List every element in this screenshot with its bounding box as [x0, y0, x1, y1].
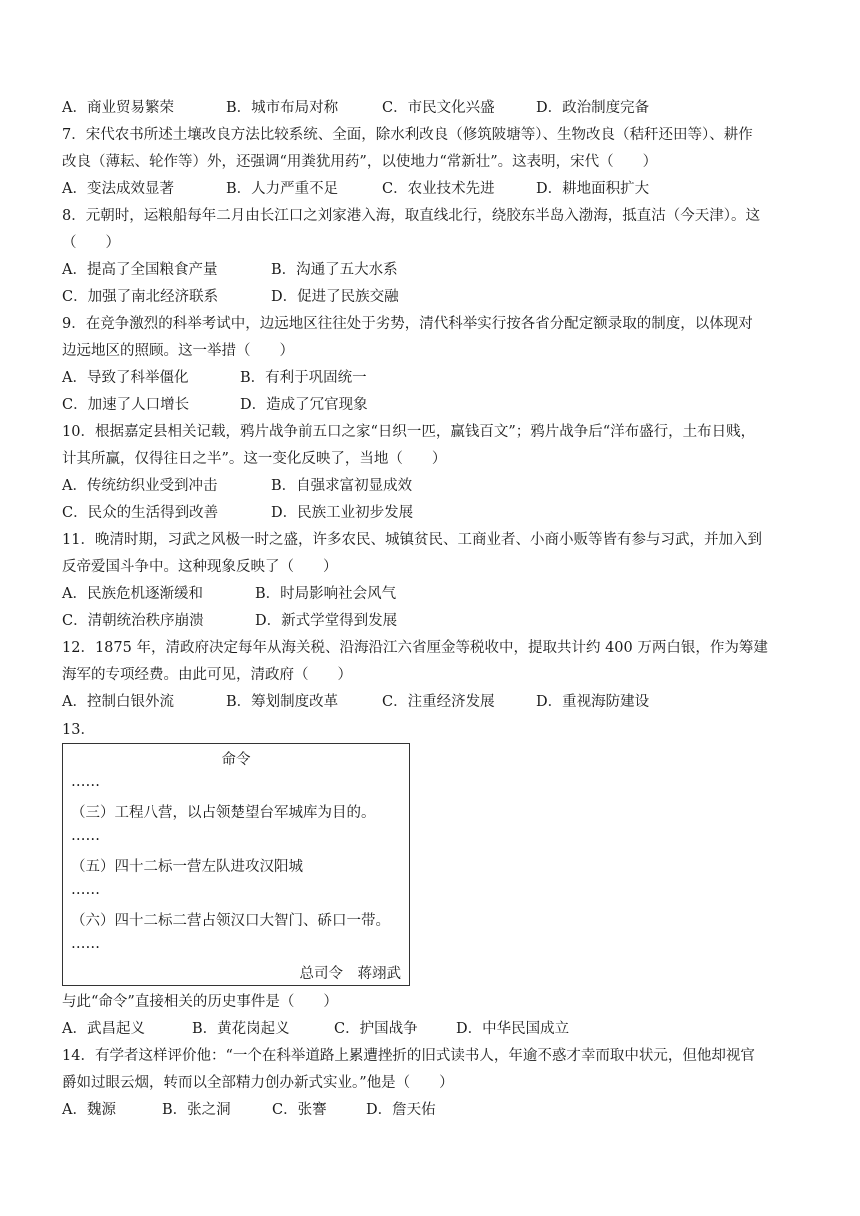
q10-option-d[interactable]: D．民族工业初步发展: [271, 505, 414, 521]
q8-option-b[interactable]: B．沟通了五大水系: [271, 262, 398, 278]
q13-option-b[interactable]: B．黄花岗起义: [192, 1021, 290, 1037]
q9-option-b[interactable]: B．有利于巩固统一: [240, 370, 367, 386]
q8-option-d[interactable]: D．促进了民族交融: [271, 289, 399, 305]
q14-option-b[interactable]: B．张之洞: [162, 1102, 231, 1118]
order-signature: 总司令 蒋翊武: [299, 966, 401, 982]
q6-option-c[interactable]: C．市民文化兴盛: [382, 100, 495, 116]
q12-option-b[interactable]: B．筹划制度改革: [226, 694, 339, 710]
q9-stem-line1: 9．在竞争激烈的科举考试中，边远地区往往处于劣势，清代科举实行按各省分配定额录取的制度，以体现对: [62, 316, 753, 332]
order-line: （五）四十二标一营左队进攻汉阳城: [71, 859, 303, 875]
q8-option-a[interactable]: A．提高了全国粮食产量: [62, 262, 218, 278]
q7-stem-line1: 7．宋代农书所述土壤改良方法比较系统、全面，除水利改良（修筑陂塘等）、生物改良（秸秆还田等）、耕作: [62, 127, 753, 143]
q13-option-d[interactable]: D．中华民国成立: [456, 1021, 570, 1037]
q10-stem-line1: 10．根据嘉定县相关记载，鸦片战争前五口之家“日织一匹，赢钱百文”；鸦片战争后“洋布盛行，土布日贱，: [62, 424, 756, 440]
q14-stem-line2: 爵如过眼云烟，转而以全部精力创办新式实业。”他是（ ）: [62, 1075, 454, 1091]
q10-stem-line2: 计其所赢，仅得往日之半”。这一变化反映了，当地（ ）: [62, 451, 447, 467]
q12-stem-line1: 12．1875 年，清政府决定每年从海关税、沿海沿江六省厘金等税收中，提取共计约 400 万两白银，作为筹建: [62, 640, 768, 656]
q11-option-b[interactable]: B．时局影响社会风气: [255, 586, 397, 602]
q6-option-a[interactable]: A．商业贸易繁荣: [62, 100, 174, 116]
q13-order-box: [62, 743, 410, 986]
q10-option-c[interactable]: C．民众的生活得到改善: [62, 505, 219, 521]
q11-option-d[interactable]: D．新式学堂得到发展: [255, 613, 398, 629]
q12-option-c[interactable]: C．注重经济发展: [382, 694, 495, 710]
q14-option-a[interactable]: A．魏源: [62, 1102, 116, 1118]
q12-stem-line2: 海军的专项经费。由此可见，清政府（ ）: [62, 667, 352, 683]
q13-stem: 与此“命令”直接相关的历史事件是（ ）: [62, 994, 338, 1010]
q11-option-c[interactable]: C．清朝统治秩序崩溃: [62, 613, 204, 629]
q7-option-c[interactable]: C．农业技术先进: [382, 181, 495, 197]
q7-option-a[interactable]: A．变法成效显著: [62, 181, 174, 197]
q14-option-d[interactable]: D．詹天佑: [366, 1102, 436, 1118]
q9-option-a[interactable]: A．导致了科举僵化: [62, 370, 189, 386]
q9-stem-line2: 边远地区的照顾。这一举措（ ）: [62, 343, 294, 359]
q11-stem-line2: 反帝爱国斗争中。这种现象反映了（ ）: [62, 559, 338, 575]
q11-option-a[interactable]: A．民族危机逐渐缓和: [62, 586, 203, 602]
order-line: ……: [71, 828, 100, 844]
order-line: ……: [71, 936, 100, 952]
q7-stem-line2: 改良（薄耘、轮作等）外，还强调“用粪犹用药”，以使地力“常新壮”。这表明，宋代（ ）: [62, 154, 658, 170]
q13-option-c[interactable]: C．护国战争: [334, 1021, 418, 1037]
q12-option-d[interactable]: D．重视海防建设: [536, 694, 650, 710]
q9-option-d[interactable]: D．造成了冗官现象: [240, 397, 368, 413]
q10-option-b[interactable]: B．自强求富初显成效: [271, 478, 413, 494]
q8-stem-line1: 8．元朝时，运粮船每年二月由长江口之刘家港入海，取直线北行，绕胶东半岛入渤海，抵直沽（今天津）。这: [62, 208, 760, 224]
q11-stem-line1: 11．晚清时期，习武之风极一时之盛，许多农民、城镇贫民、工商业者、小商小贩等皆有参与习武，并加入到: [62, 532, 762, 548]
q14-option-c[interactable]: C．张謇: [272, 1102, 327, 1118]
q10-option-a[interactable]: A．传统纺织业受到冲击: [62, 478, 218, 494]
q14-stem-line1: 14．有学者这样评价他：“一个在科举道路上累遭挫折的旧式读书人，年逾不惑才幸而取中状元，但他却视官: [62, 1048, 755, 1064]
q7-option-d[interactable]: D．耕地面积扩大: [536, 181, 650, 197]
order-line: ……: [71, 774, 100, 790]
order-line: （六）四十二标二营占领汉口大智门、硚口一带。: [71, 913, 390, 929]
q13-number: 13．: [62, 722, 95, 738]
q6-option-b[interactable]: B．城市布局对称: [226, 100, 339, 116]
q13-option-a[interactable]: A．武昌起义: [62, 1021, 145, 1037]
q6-option-d[interactable]: D．政治制度完备: [536, 100, 650, 116]
q7-option-b[interactable]: B．人力严重不足: [226, 181, 339, 197]
order-line: （三）工程八营，以占领楚望台军城库为目的。: [71, 805, 376, 821]
q9-option-c[interactable]: C．加速了人口增长: [62, 397, 190, 413]
q8-stem-line2: （ ）: [62, 235, 120, 251]
order-title: 命令: [221, 752, 251, 768]
q12-option-a[interactable]: A．控制白银外流: [62, 694, 174, 710]
q8-option-c[interactable]: C．加强了南北经济联系: [62, 289, 219, 305]
order-line: ……: [71, 882, 100, 898]
